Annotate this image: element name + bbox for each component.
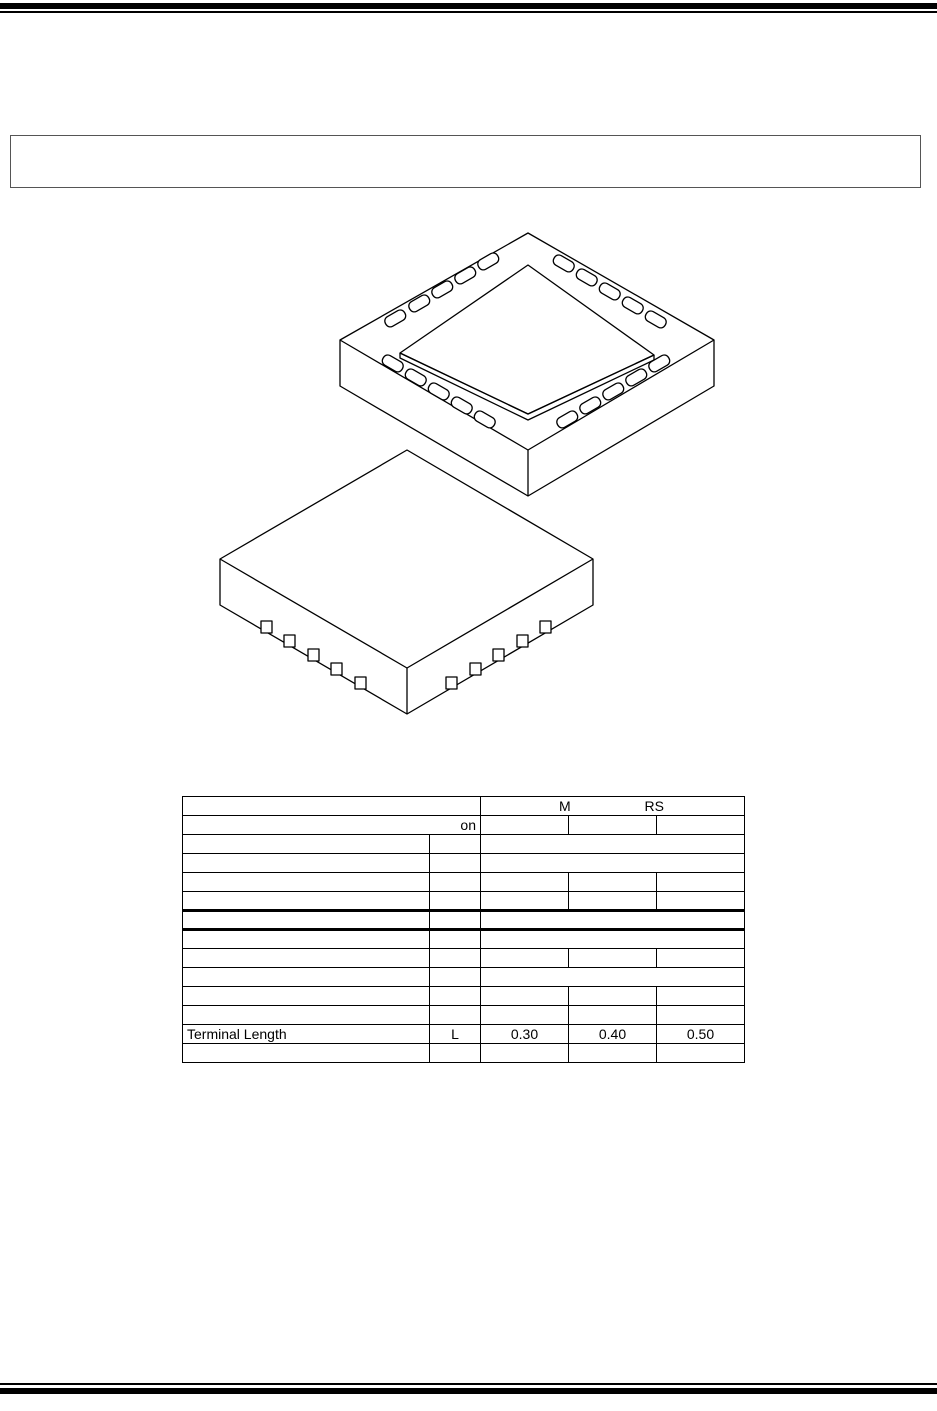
units-header-row [183, 797, 745, 816]
table-row [183, 1044, 745, 1063]
table-row [183, 949, 745, 968]
table-row [183, 911, 745, 930]
table-row [183, 987, 745, 1006]
package-drawing [0, 225, 937, 725]
table-row [183, 892, 745, 911]
table-row [183, 1006, 745, 1025]
header-rule-thick [0, 3, 937, 9]
header-rule-thin [0, 11, 937, 13]
dimension-limits-label: on [183, 816, 481, 835]
units-header-right: RS [644, 798, 664, 814]
table-row [183, 930, 745, 949]
table-row [183, 968, 745, 987]
table-row-terminal-length [183, 1025, 745, 1044]
row-nom: 0.40 [569, 1025, 657, 1044]
row-name: Terminal Length [183, 1025, 430, 1044]
package-title-box [10, 135, 921, 188]
table-row [183, 854, 745, 873]
limits-header-row [183, 816, 745, 835]
row-min: 0.30 [481, 1025, 569, 1044]
table-row [183, 873, 745, 892]
units-header-left: M [559, 798, 571, 814]
row-max: 0.50 [657, 1025, 745, 1044]
row-symbol: L [430, 1025, 481, 1044]
table-row [183, 835, 745, 854]
footer-rule-thick [0, 1388, 937, 1394]
footer-rule-thin [0, 1383, 937, 1385]
dimensions-table [182, 796, 745, 1063]
